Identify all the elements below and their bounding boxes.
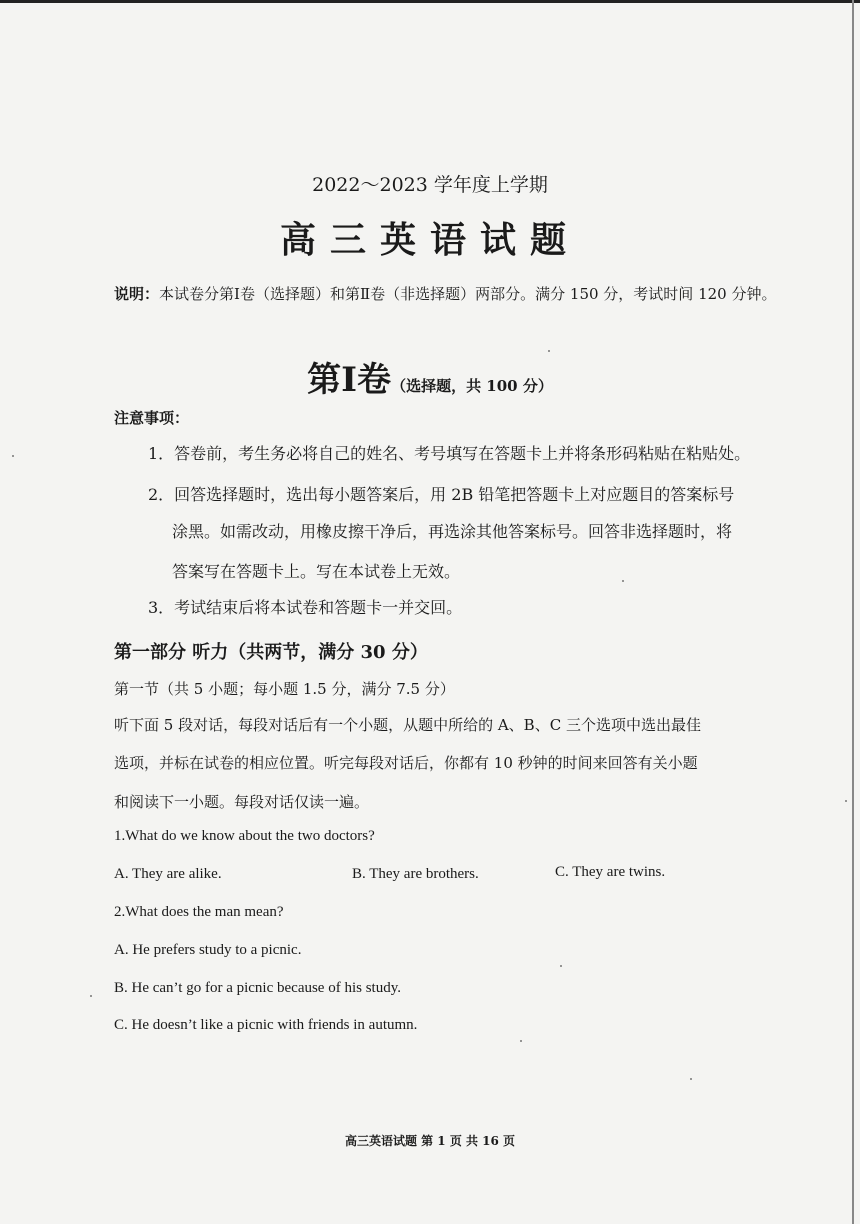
notice-item-2-line-2: 涂黑。如需改动，用橡皮擦干净后，再选涂其他答案标号。回答非选择题时，将 — [172, 522, 733, 541]
scan-speck — [690, 1078, 692, 1080]
instructions-line-1: 听下面 5 段对话，每段对话后有一个小题，从题中所给的 A、B、C 三个选项中选出最佳 — [114, 716, 701, 734]
exam-title: 高三英语试题 — [279, 219, 580, 261]
question-1-option-a: A. They are alike. — [114, 866, 222, 882]
scan-speck — [622, 580, 624, 582]
description-label: 说明： — [114, 285, 160, 303]
notice-title: 注意事项： — [114, 409, 190, 427]
section-one-subtitle: （选择题，共 100 分） — [391, 377, 553, 395]
instructions-line-3: 和阅读下一小题。每段对话仅读一遍。 — [114, 793, 370, 811]
section-one-title: 第Ⅰ卷 — [307, 360, 392, 400]
part-one-title: 第一部分 听力（共两节，满分 30 分） — [114, 642, 428, 663]
scan-speck — [520, 1040, 522, 1042]
scan-speck — [90, 995, 92, 997]
scan-speck — [845, 800, 847, 802]
scan-speck — [12, 455, 14, 457]
notice-item-2: 2．回答选择题时，选出每小题答案后，用 2B 铅笔把答题卡上对应题目的答案标号 — [148, 485, 735, 504]
question-2-option-c: C. He doesn’t like a picnic with friends in autumn. — [114, 1017, 418, 1033]
section-label: 第一节（共 5 小题；每小题 1.5 分，满分 7.5 分） — [114, 680, 455, 698]
instructions-line-2: 选项，并标在试卷的相应位置。听完每段对话后，你都有 10 秒钟的时间来回答有关小题 — [114, 754, 698, 772]
question-1-option-b: B. They are brothers. — [352, 866, 479, 882]
question-1-stem: 1.What do we know about the two doctors? — [114, 828, 375, 844]
scan-speck — [560, 965, 562, 967]
question-2-option-a: A. He prefers study to a picnic. — [114, 942, 302, 958]
scan-speck — [548, 350, 550, 352]
section-one-heading — [0, 352, 860, 401]
question-1-option-c: C. They are twins. — [555, 864, 666, 880]
description-text: 本试卷分第Ⅰ卷（选择题）和第Ⅱ卷（非选择题）两部分。满分 150 分，考试时间 120 分钟。 — [159, 285, 777, 303]
notice-item-2-line-3: 答案写在答题卡上。写在本试卷上无效。 — [172, 562, 461, 581]
exam-description — [114, 282, 784, 306]
page-footer: 高三英语试题 第 1 页 共 16 页 — [344, 1134, 516, 1148]
question-2-option-b: B. He can’t go for a picnic because of his study. — [114, 980, 401, 996]
notice-item-1: 1．答卷前，考生务必将自己的姓名、考号填写在答题卡上并将条形码粘贴在粘贴处。 — [148, 444, 751, 463]
school-year-title: 2022～2023 学年度上学期 — [312, 174, 548, 196]
question-2-stem: 2.What does the man mean? — [114, 904, 284, 920]
notice-item-3: 3．考试结束后将本试卷和答题卡一并交回。 — [148, 598, 463, 617]
scan-top-edge — [0, 0, 860, 3]
